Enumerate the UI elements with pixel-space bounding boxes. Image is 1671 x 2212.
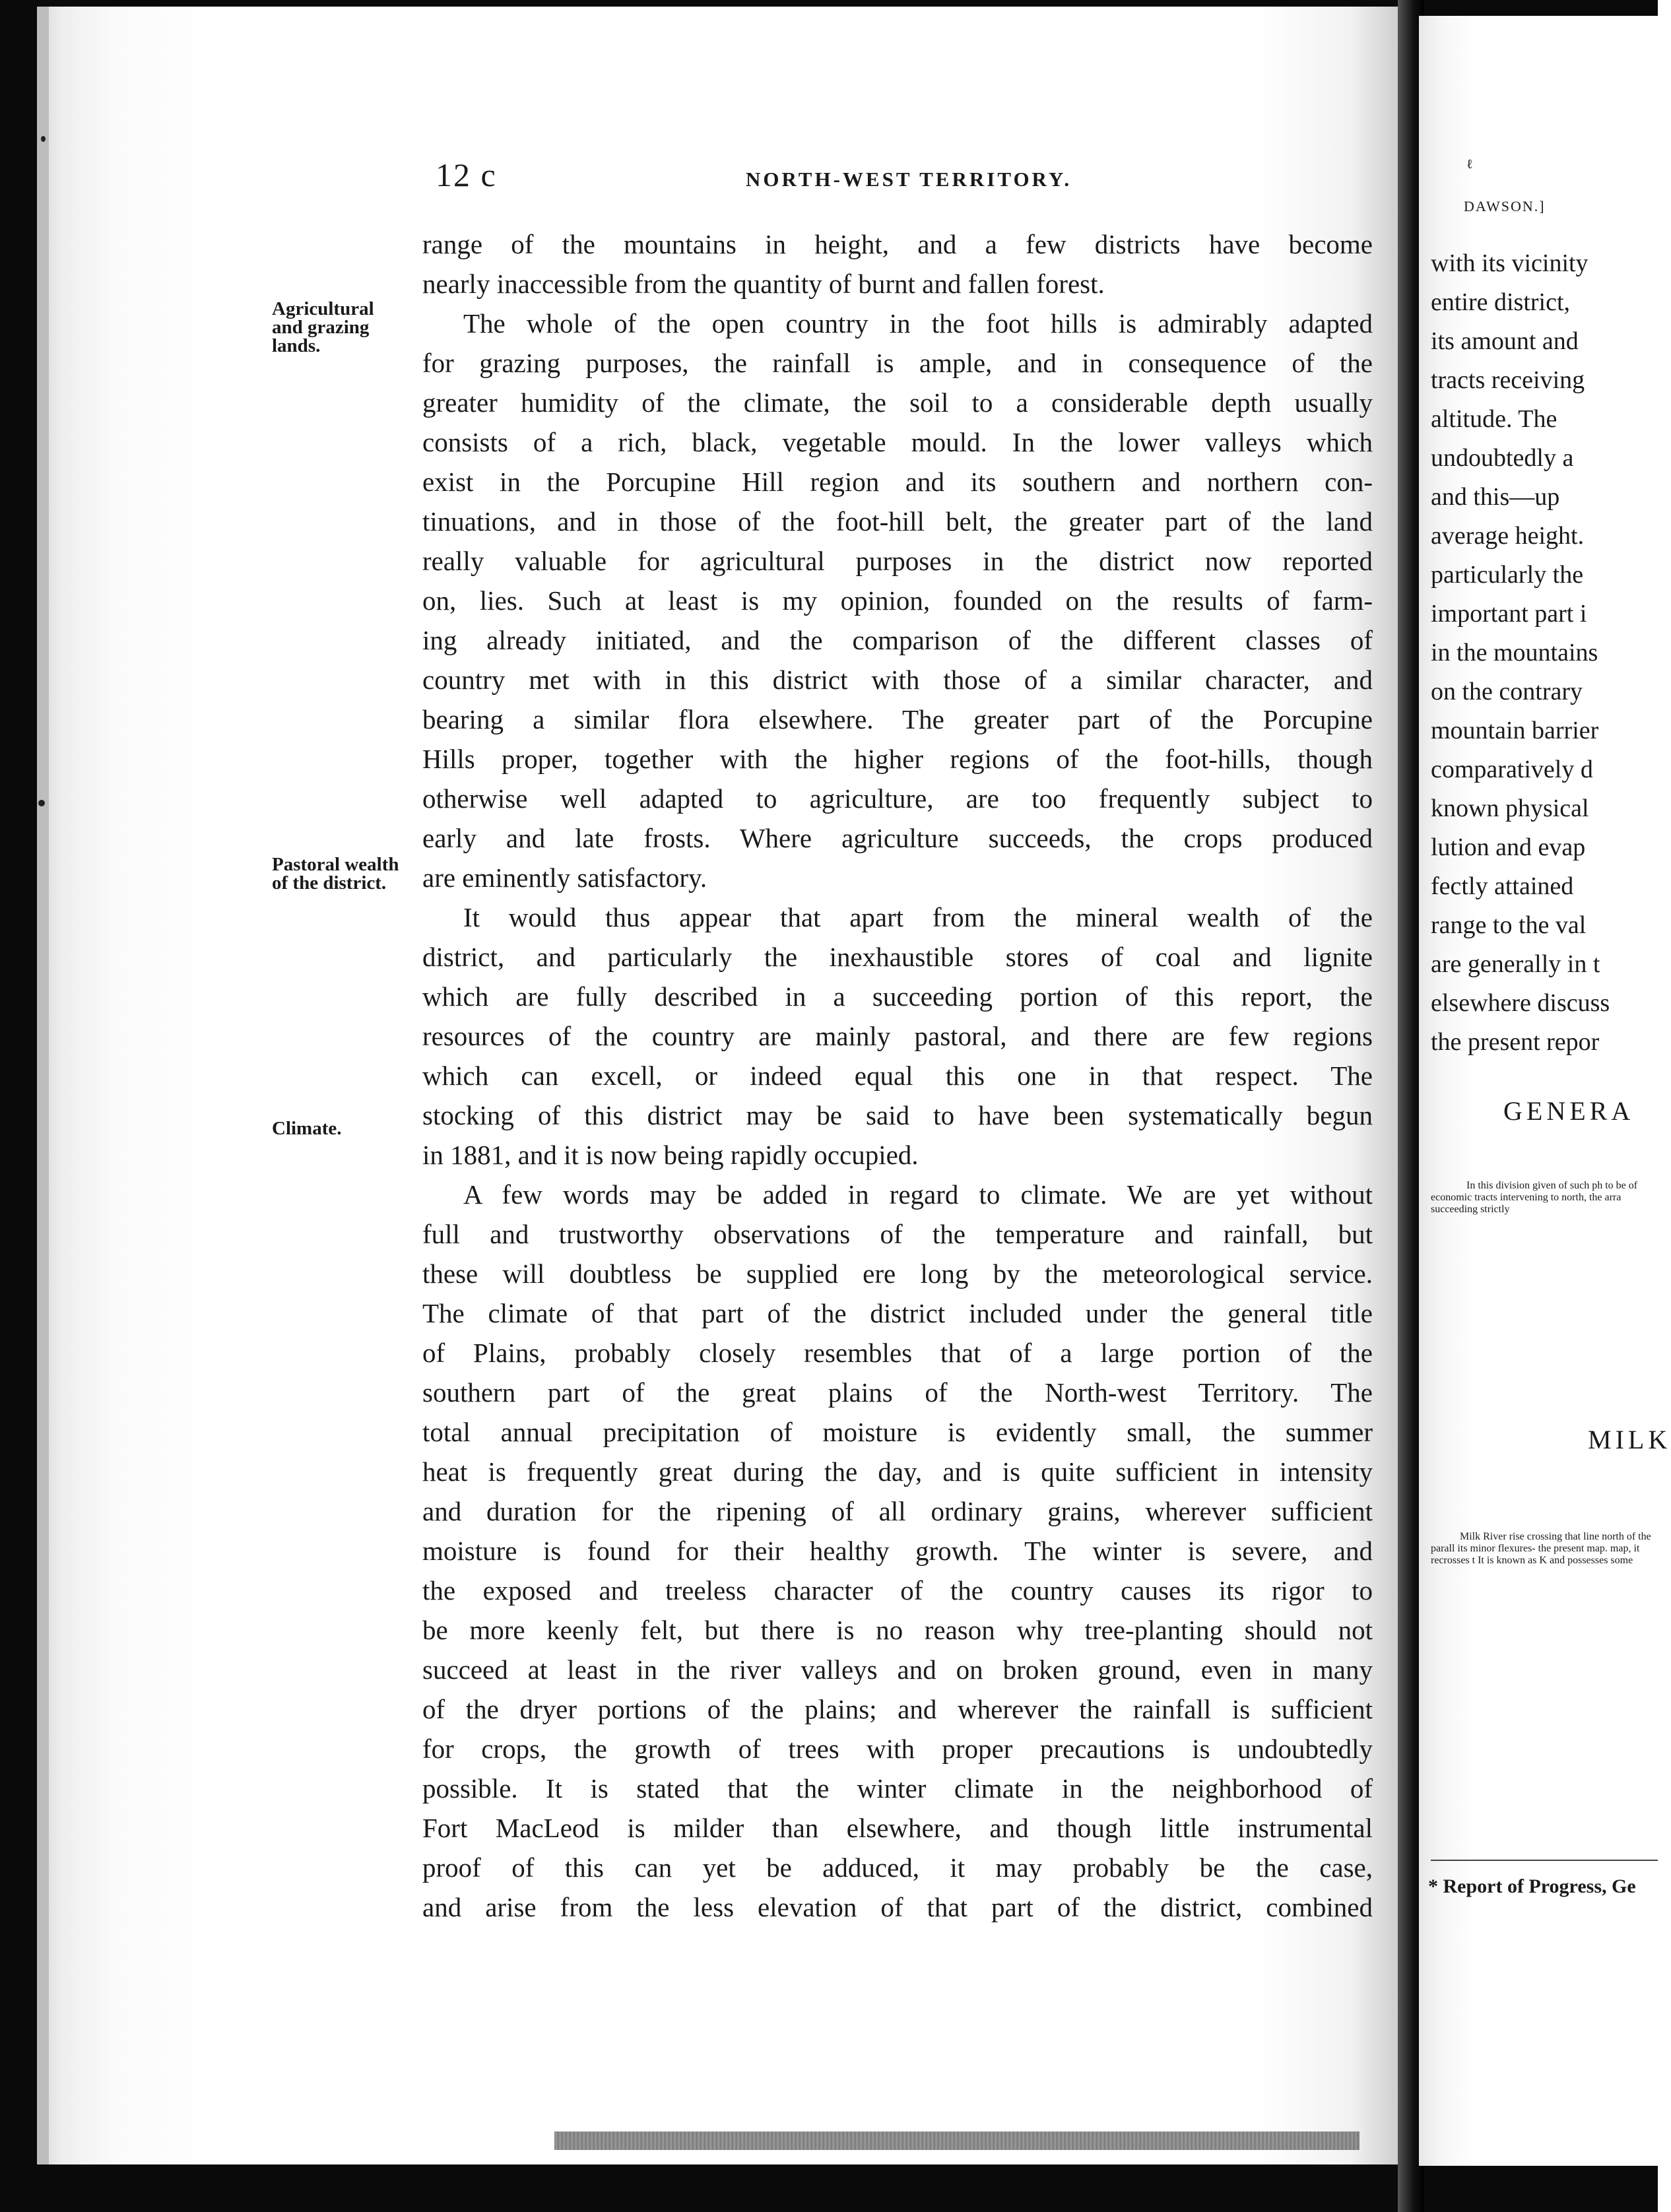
text-line: and possesses some <box>1549 1555 1633 1566</box>
text-line: known physical <box>1431 795 1589 822</box>
text-line: and duration for the ripening of all ordinary grains, wherever sufficient <box>422 1496 1373 1526</box>
text-line: really valuable for agricultural purposes in the district now reported <box>422 546 1373 576</box>
text-line: entire district, <box>1431 288 1571 316</box>
text-line: In this division <box>1466 1180 1530 1191</box>
text-line: succeed at least in the river valleys and on broken ground, even in many <box>422 1654 1373 1685</box>
text-line: consists of a rich, black, vegetable mould. In the lower valleys which <box>422 427 1373 457</box>
margin-note-line: Climate. <box>272 1118 342 1139</box>
margin-note-agricultural <box>272 300 417 355</box>
text-line: moisture is found for their healthy growth. The winter is severe, and <box>422 1536 1373 1566</box>
text-line: bearing a similar flora elsewhere. The greater part of the Porcupine <box>422 704 1373 734</box>
paragraph-pastoral <box>422 897 1373 1175</box>
text-line: Hills proper, together with the higher regions of the foot-hills, though <box>422 744 1373 774</box>
text-line: country met with in this district with those of a similar character, and <box>422 665 1373 695</box>
text-line: particularly the <box>1431 561 1584 589</box>
text-line: average height. <box>1431 522 1585 550</box>
text-line: with its vicinity <box>1431 249 1589 277</box>
text-line: the exposed and treeless character of the country causes its rigor to <box>422 1575 1373 1606</box>
text-line: lution and evap <box>1431 833 1586 861</box>
text-line: crossing that line <box>1526 1531 1600 1542</box>
scan-speck <box>38 800 45 806</box>
text-line: in the mountains <box>1431 639 1598 667</box>
margin-note-line: and grazing <box>272 317 370 338</box>
text-line: Milk River rise <box>1460 1531 1524 1542</box>
scan-speck <box>41 136 46 142</box>
text-line: nearly inaccessible from the quantity of burnt and fallen forest. <box>422 269 1105 299</box>
paragraph-climate <box>422 1175 1373 1927</box>
running-head: NORTH-WEST TERRITORY. <box>746 168 1072 191</box>
text-line: given of such ph <box>1532 1180 1603 1191</box>
section-heading-general: GENERA <box>1503 1096 1635 1126</box>
text-line: of the dryer portions of the plains; and wherever the rainfall is sufficient <box>422 1694 1373 1724</box>
text-line: It would thus appear that apart from the mineral wealth of the <box>463 902 1373 932</box>
text-line: exist in the Porcupine Hill region and its southern and northern con- <box>422 467 1373 497</box>
text-line: total annual precipitation of moisture is evidently small, the summer <box>422 1417 1373 1447</box>
text-line: tinuations, and in those of the foot-hill belt, the greater part of the land <box>422 506 1373 537</box>
text-line: in 1881, and it is now being rapidly occupied. <box>422 1140 919 1170</box>
text-line: district, and particularly the inexhaustible stores of coal and lignite <box>422 942 1373 972</box>
text-line: resources of the country are mainly pastoral, and there are few regions <box>422 1021 1373 1051</box>
margin-note-line: Pastoral wealth <box>272 854 399 875</box>
text-line: mountain barrier <box>1431 717 1599 744</box>
right-page-speck: ℓ <box>1466 157 1473 172</box>
text-line: tracts intervening <box>1474 1192 1548 1203</box>
text-line: heat is frequently great during the day, and is quite sufficient in intensity <box>422 1456 1373 1487</box>
text-line: north of the parall <box>1431 1531 1651 1554</box>
text-line: on, lies. Such at least is my opinion, founded on the results of farm- <box>422 585 1373 616</box>
text-line: proof of this can yet be adduced, it may probably be the case, <box>422 1852 1373 1883</box>
text-line: elsewhere discuss <box>1431 989 1610 1017</box>
text-line: early and late frosts. Where agriculture succeeds, the crops produced <box>422 823 1373 853</box>
margin-note-climate <box>272 1119 417 1138</box>
text-line: range to the val <box>1431 911 1587 939</box>
text-line: are generally in t <box>1431 950 1600 978</box>
text-line: of Plains, probably closely resembles that of a large portion of the <box>422 1338 1373 1368</box>
text-line: to north, the arra <box>1550 1192 1622 1203</box>
margin-note-pastoral <box>272 855 417 892</box>
text-line: for grazing purposes, the rainfall is ample, and in consequence of the <box>422 348 1373 378</box>
body-text <box>422 224 1373 1927</box>
left-page-edge <box>37 7 49 2164</box>
text-line: A few words may be added in regard to climate. We are yet without <box>463 1179 1373 1210</box>
paragraph-agricultural <box>422 304 1373 897</box>
footnote-rule <box>1431 1860 1658 1861</box>
text-line: and arise from the less elevation of that part of the district, combined <box>422 1892 1373 1922</box>
margin-note-line: Agricultural <box>272 298 374 319</box>
text-line: otherwise well adapted to agriculture, are too frequently subject to <box>422 783 1373 814</box>
paragraph-continuation <box>422 224 1373 304</box>
text-line: stocking of this district may be said to have been systematically begun <box>422 1100 1373 1130</box>
text-line: succeeding strictly <box>1431 1204 1510 1215</box>
text-line: undoubtedly a <box>1431 444 1574 472</box>
text-line: its minor flexures- <box>1457 1543 1536 1554</box>
right-page-text-a <box>1431 244 1658 1062</box>
text-line: greater humidity of the climate, the soil to a considerable depth usually <box>422 387 1373 418</box>
right-page-text-b <box>1431 1180 1658 1216</box>
text-line: southern part of the great plains of the North-west Territory. The <box>422 1377 1373 1408</box>
text-line: possible. It is stated that the winter climate in the neighborhood of <box>422 1773 1373 1804</box>
text-line: which are fully described in a succeeding portion of this report, the <box>422 981 1373 1012</box>
text-line: the present repor <box>1431 1028 1600 1056</box>
right-page-text-c <box>1431 1531 1658 1567</box>
text-line: The climate of that part of the district included under the general title <box>422 1298 1373 1328</box>
text-line: on the contrary <box>1431 678 1583 705</box>
margin-note-line: of the district. <box>272 872 387 894</box>
text-line: full and trustworthy observations of the temperature and rainfall, but <box>422 1219 1373 1249</box>
right-running-head: DAWSON.] <box>1464 198 1546 214</box>
text-line: these will doubtless be supplied ere long by the meteorological service. <box>422 1258 1373 1289</box>
text-line: the present map. <box>1538 1543 1608 1554</box>
text-line: ing already initiated, and the comparison of the different classes of <box>422 625 1373 655</box>
text-line: tracts receiving <box>1431 366 1585 394</box>
margin-note-line: lands. <box>272 335 321 356</box>
page-number: 12 c <box>436 156 497 193</box>
text-line: Fort MacLeod is milder than elsewhere, and though little instrumental <box>422 1813 1373 1843</box>
footnote: * Report of Progress, Ge <box>1428 1875 1636 1897</box>
text-line: important part i <box>1431 600 1587 628</box>
text-line: are eminently satisfactory. <box>422 862 707 893</box>
text-line: comparatively d <box>1431 756 1593 783</box>
binding-edge <box>554 2131 1360 2150</box>
text-line: for crops, the growth of trees with proper precautions is undoubtedly <box>422 1734 1373 1764</box>
text-line: fectly attained <box>1431 872 1574 900</box>
text-line: altitude. The <box>1431 405 1557 433</box>
text-line: to be of economic <box>1431 1180 1638 1203</box>
text-line: be more keenly felt, but there is no reason why tree-planting should not <box>422 1615 1373 1645</box>
text-line: It is known as K <box>1478 1555 1547 1566</box>
text-line: its amount and <box>1431 327 1579 355</box>
text-line: which can excell, or indeed equal this one in that respect. The <box>422 1060 1373 1091</box>
text-line: range of the mountains in height, and a few districts have become <box>422 229 1373 259</box>
text-line: map, it recrosses t <box>1431 1543 1640 1566</box>
section-heading-milk: MILK <box>1588 1425 1671 1454</box>
text-line: and this—up <box>1431 483 1560 511</box>
text-line: The whole of the open country in the foot hills is admirably adapted <box>463 308 1373 339</box>
